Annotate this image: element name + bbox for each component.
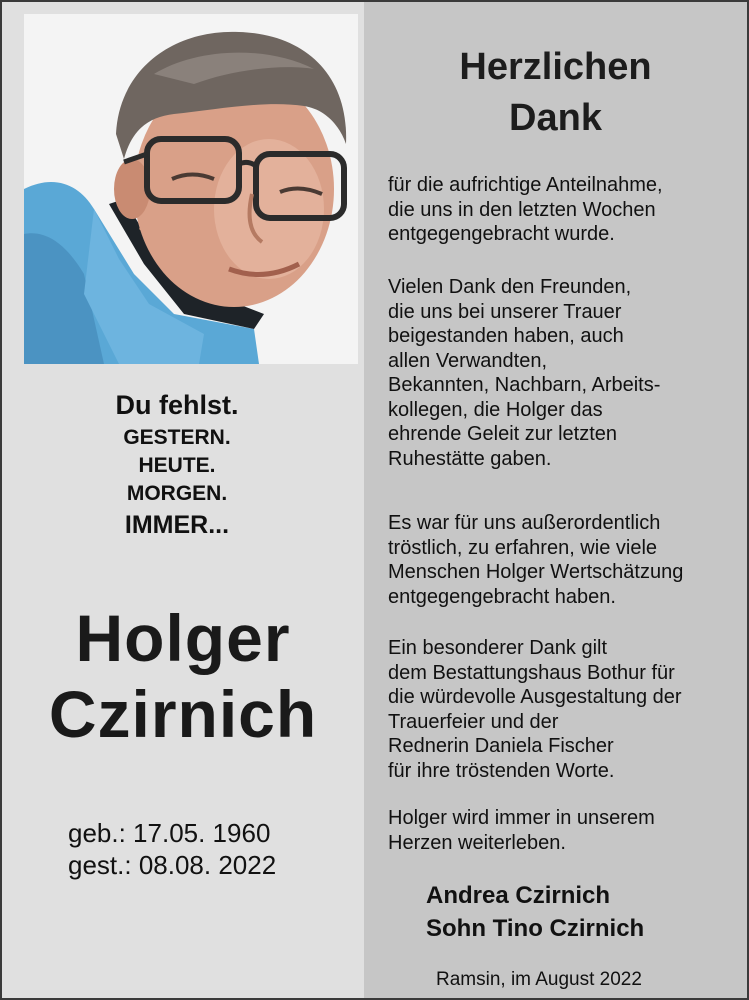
heading-line-2: Dank [509, 97, 602, 139]
paragraph-special-thanks [388, 636, 738, 783]
portrait-photo [24, 14, 358, 364]
text-line: tröstlich, zu erfahren, wie viele [388, 536, 658, 559]
text-line: Es war für uns außerordentlich [388, 512, 661, 534]
text-line: die würdevolle Ausgestaltung der [388, 686, 682, 708]
motto-line-5: IMMER... [124, 511, 230, 539]
place-date: Ramsin, im August 2022 [436, 969, 642, 990]
motto-line-4: MORGEN. [126, 482, 228, 505]
text-line: für ihre tröstenden Worte. [388, 759, 615, 782]
text-line: Ein besonderer Dank gilt [388, 637, 608, 659]
text-line: die uns in den letzten Wochen [388, 198, 656, 221]
text-line: Bekannten, Nachbarn, Arbeits- [388, 374, 661, 396]
motto-line-1: Du fehlst. [115, 390, 239, 420]
text-line: allen Verwandten, [388, 349, 548, 372]
paragraph-thanks [388, 173, 738, 247]
signature-2: Sohn Tino Czirnich [426, 915, 645, 942]
text-line: Rednerin Daniela Fischer [388, 735, 614, 757]
text-line: entgegengebracht wurde. [388, 223, 615, 245]
text-line: Herzen weiterleben. [388, 831, 566, 854]
heading-line-1: Herzlichen [459, 46, 652, 88]
text-line: Ruhestätte gaben. [388, 447, 552, 470]
text-line: entgegengebracht haben. [388, 585, 616, 608]
deceased-last-name: Czirnich [48, 677, 318, 751]
death-date: gest.: 08.08. 2022 [68, 850, 277, 880]
paragraph-friends [388, 275, 738, 471]
text-line: Menschen Holger Wertschätzung [388, 561, 684, 583]
motto-line-2: GESTERN. [123, 426, 231, 449]
text-line: Vielen Dank den Freunden, [388, 276, 632, 298]
text-line: dem Bestattungshaus Bothur für [388, 661, 675, 684]
paragraph-appreciation [388, 511, 738, 609]
text-line: kollegen, die Holger das [388, 398, 603, 421]
deceased-first-name: Holger [75, 601, 291, 675]
text-line: die uns bei unserer Trauer [388, 300, 622, 323]
birth-date: geb.: 17.05. 1960 [68, 818, 271, 848]
motto-line-3: HEUTE. [138, 454, 216, 477]
text-line: Holger wird immer in unserem [388, 807, 655, 829]
text-line: ehrende Geleit zur letzten [388, 423, 618, 445]
paragraph-closing [388, 806, 738, 855]
text-line: für die aufrichtige Anteilnahme, [388, 174, 663, 196]
signature-1: Andrea Czirnich [426, 882, 611, 909]
text-line: beigestanden haben, auch [388, 325, 624, 347]
text-line: Trauerfeier und der [388, 710, 559, 733]
